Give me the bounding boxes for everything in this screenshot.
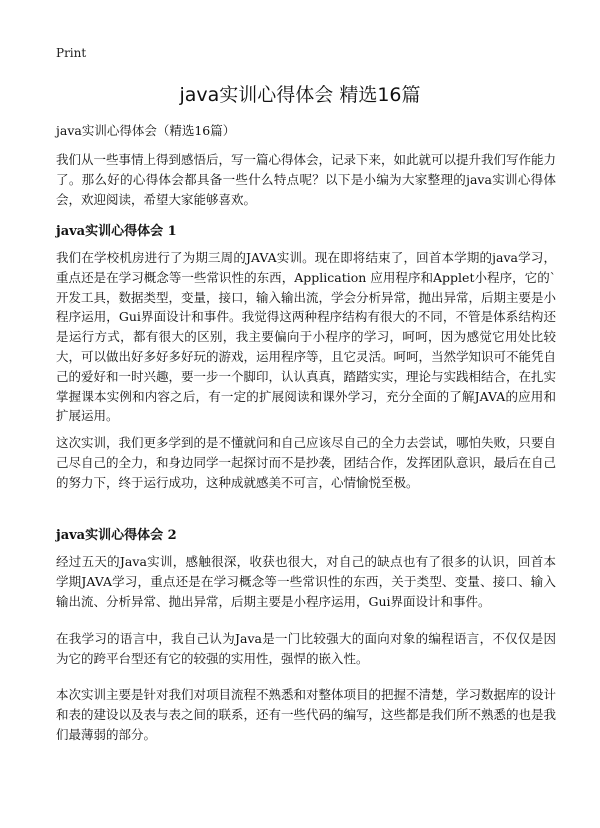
page-subtitle: java实训心得体会（精选16篇） (56, 123, 236, 138)
section-1-paragraph-2: 这次实训，我们更多学到的是不懂就问和自己应该尽自己的全力去尝试，哪怕失败，只要自己尽自己的全力，和身边同学一起探讨而不是抄袭，团结合作，发挥团队意识，最后在自己的努力下，终于运行成功，这种成就感美不可言，心情愉悦至极。 (56, 435, 557, 490)
section-1-paragraph-1: 我们在学校机房进行了为期三周的JAVA实训。现在即将结束了，回首本学期的java学习，重点还是在学习概念等一些常识性的东西，Application 应用程序和Applet小程序，它的`开发工具，数据类型，变量，接口，输入输出流，学会分析异常，抛出异常，后期主要是小程序运用，Gui界面设计和事件。我觉得这两种程序结构有很大的不同，不管是体系结构还是运行方式，都有很大的区别，我主要偏向于小程序的学习，呵呵，因为感觉它用处比较大，可以做出好多好多好玩的游戏，运用程序等，且它灵活。呵呵，当然学知识可不能凭自己的爱好和一时兴趣，要一步一个脚印，认认真真，踏踏实实，理论与实践相结合，在扎实掌握课本实例和内容之后，有一定的扩展阅读和课外学习，充分全面的了解JAVA的应用和扩展运用。 (56, 250, 557, 424)
section-2-paragraph-3: 本次实训主要是针对我们对项目流程不熟悉和对整体项目的把握不清楚，学习数据库的设计和表的建设以及表与表之间的联系，还有一些代码的编写，这些都是我们所不熟悉的也是我们最薄弱的部分。 (56, 687, 557, 742)
section-2-paragraph-2: 在我学习的语言中，我自己认为Java是一门比较强大的面向对象的编程语言，不仅仅是因为它的跨平台型还有它的较强的实用性，强悍的嵌入性。 (56, 631, 556, 666)
print-link[interactable]: Print (56, 46, 87, 60)
section-2-heading: java实训心得体会 2 (56, 528, 177, 543)
section-1-heading: java实训心得体会 1 (56, 224, 177, 239)
intro-paragraph: 我们从一些事情上得到感悟后，写一篇心得体会，记录下来，如此就可以提升我们写作能力了。那么好的心得体会都具备一些什么特点呢？以下是小编为大家整理的java实训心得体会，欢迎阅读，希望大家能够喜欢。 (56, 152, 557, 207)
section-2-paragraph-1: 经过五天的Java实训，感触很深，收获也很大，对自己的缺点也有了很多的认识，回首本学期JAVA学习，重点还是在学习概念等一些常识性的东西，关于类型、变量、接口、输入输出流、分析异常、抛出异常，后期主要是小程序运用，Gui界面设计和事件。 (56, 554, 556, 609)
page-title: java实训心得体会 精选16篇 (179, 84, 421, 106)
